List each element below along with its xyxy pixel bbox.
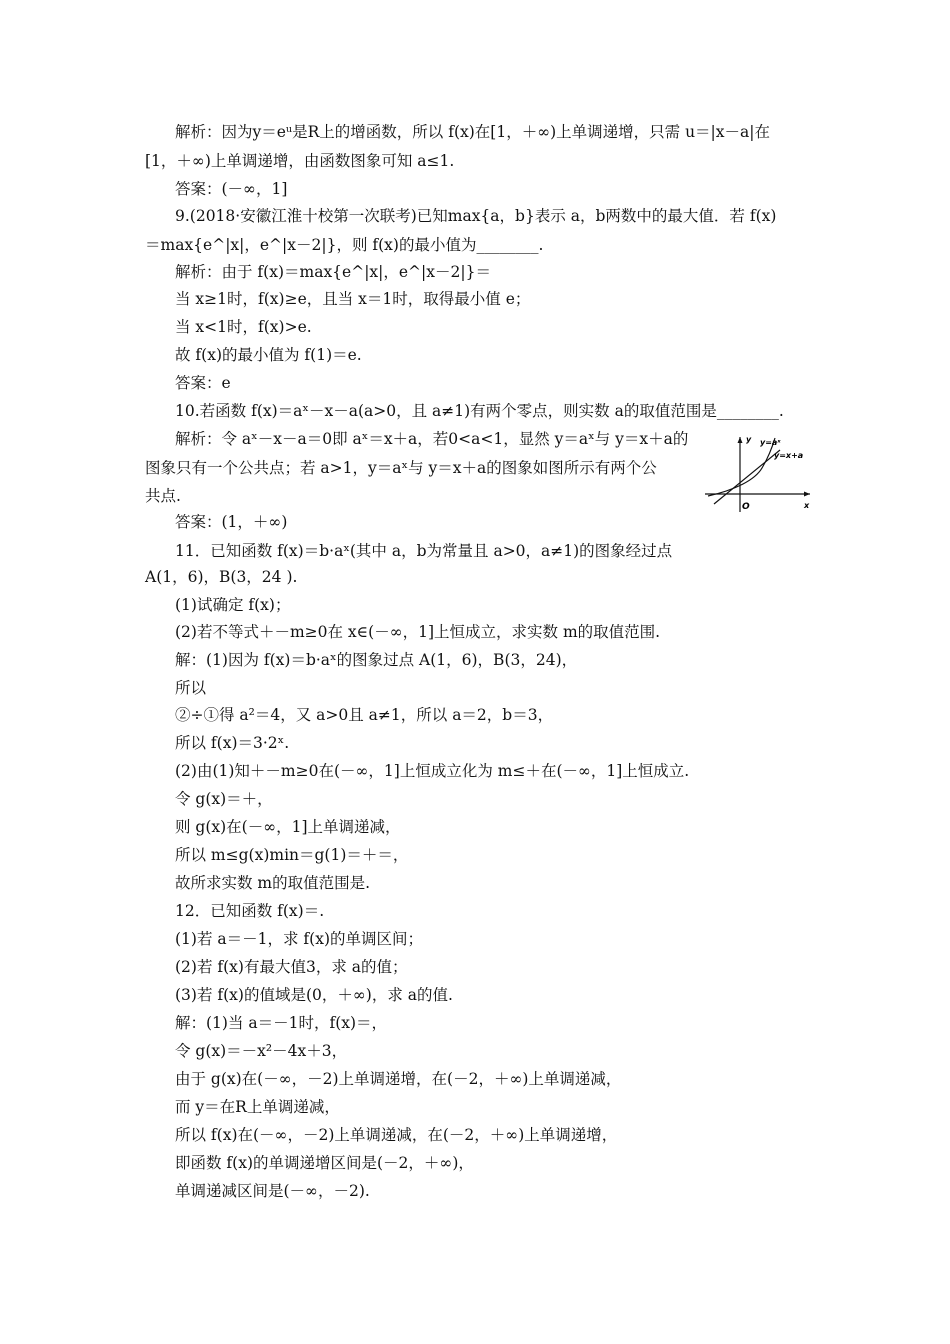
text-line-25: 令 g(x)＝＋， xyxy=(175,790,273,808)
text-line-26: 则 g(x)在(－∞，1]上单调递减， xyxy=(175,818,401,836)
line-label: y=x+a xyxy=(774,451,804,460)
text-line-22: ②÷①得 a²＝4，又 a>0且 a≠1，所以 a＝2，b＝3， xyxy=(175,706,554,724)
text-line-32: (3)若 f(x)的值域是(0，＋∞)，求 a的值. xyxy=(175,986,453,1004)
text-line-6: 解析：由于 f(x)＝max{e^|x|，e^|x－2|}＝ xyxy=(175,263,491,281)
x-axis-arrow xyxy=(804,492,810,497)
text-line-15: 答案：(1，＋∞) xyxy=(175,513,288,531)
text-line-33: 解：(1)当 a＝－1时，f(x)＝， xyxy=(175,1014,388,1032)
text-line-4: 9.(2018·安徽江淮十校第一次联考)已知max{a，b}表示 a，b两数中的最大值．若 f(x) xyxy=(175,207,777,225)
text-line-10: 答案：e xyxy=(175,374,231,392)
text-line-14: 共点. xyxy=(145,487,181,505)
text-line-2: [1，＋∞)上单调递增，由函数图象可知 a≤1. xyxy=(145,152,455,170)
text-line-20: 解：(1)因为 f(x)＝b·aˣ的图象过点 A(1，6)，B(3，24)， xyxy=(175,651,578,669)
origin-label: O xyxy=(742,502,750,512)
text-line-5: ＝max{e^|x|，e^|x－2|}，则 f(x)的最小值为________. xyxy=(145,236,544,254)
text-line-8: 当 x<1时，f(x)>e. xyxy=(175,318,312,336)
text-line-27: 所以 m≤g(x)min＝g(1)＝＋＝， xyxy=(175,846,409,864)
y-axis-label: y xyxy=(746,435,752,444)
text-line-18: (1)试确定 f(x)； xyxy=(175,596,291,614)
text-line-1: 解析：因为y＝eᵘ是R上的增函数，所以 f(x)在[1，＋∞)上单调递增，只需 u＝|x－a|在 xyxy=(175,123,770,141)
text-line-11: 10.若函数 f(x)＝aˣ－x－a(a>0，且 a≠1)有两个零点，则实数 a的取值范围是________. xyxy=(175,402,784,420)
text-line-28: 故所求实数 m的取值范围是. xyxy=(175,874,371,892)
text-line-19: (2)若不等式＋－m≥0在 x∈(－∞，1]上恒成立，求实数 m的取值范围. xyxy=(175,623,661,641)
text-line-16: 11．已知函数 f(x)＝b·aˣ(其中 a，b为常量且 a>0，a≠1)的图象经过点 xyxy=(175,542,673,560)
text-line-29: 12．已知函数 f(x)＝. xyxy=(175,902,325,920)
curve-label: y=aˣ xyxy=(760,438,781,447)
text-line-34: 令 g(x)＝－x²－4x＋3， xyxy=(175,1042,348,1060)
text-line-36: 而 y＝在R上单调递减， xyxy=(175,1098,340,1116)
text-line-30: (1)若 a＝－1，求 f(x)的单调区间； xyxy=(175,930,423,948)
text-line-7: 当 x≥1时，f(x)≥e，且当 x＝1时，取得最小值 e； xyxy=(175,290,531,308)
y-axis-arrow xyxy=(738,437,743,443)
text-line-17: A(1，6)，B(3，24 ). xyxy=(145,568,298,586)
text-line-37: 所以 f(x)在(－∞，－2)上单调递减，在(－2，＋∞)上单调递增， xyxy=(175,1126,618,1144)
text-line-23: 所以 f(x)＝3·2ˣ. xyxy=(175,734,290,752)
text-line-3: 答案：(－∞，1] xyxy=(175,180,288,198)
text-line-39: 单调递减区间是(－∞，－2). xyxy=(175,1182,370,1200)
x-axis-label: x xyxy=(804,501,810,510)
text-line-24: (2)由(1)知＋－m≥0在(－∞，1]上恒成立化为 m≤＋在(－∞，1]上恒成立. xyxy=(175,762,690,780)
text-line-35: 由于 g(x)在(－∞，－2)上单调递增，在(－2，＋∞)上单调递减， xyxy=(175,1070,622,1088)
text-line-12: 解析：令 aˣ－x－a＝0即 aˣ＝x＋a，若0<a<1，显然 y＝aˣ与 y＝x＋a的 xyxy=(175,430,689,448)
text-line-21: 所以 xyxy=(175,679,207,697)
linear-line xyxy=(714,450,780,504)
text-line-9: 故 f(x)的最小值为 f(1)＝e. xyxy=(175,346,362,364)
text-line-31: (2)若 f(x)有最大值3，求 a的值； xyxy=(175,958,408,976)
function-graph-figure xyxy=(700,432,815,514)
text-line-38: 即函数 f(x)的单调递增区间是(－2，＋∞)， xyxy=(175,1154,474,1172)
text-line-13: 图象只有一个公共点；若 a>1，y＝aˣ与 y＝x＋a的图象如图所示有两个公 xyxy=(145,459,657,477)
